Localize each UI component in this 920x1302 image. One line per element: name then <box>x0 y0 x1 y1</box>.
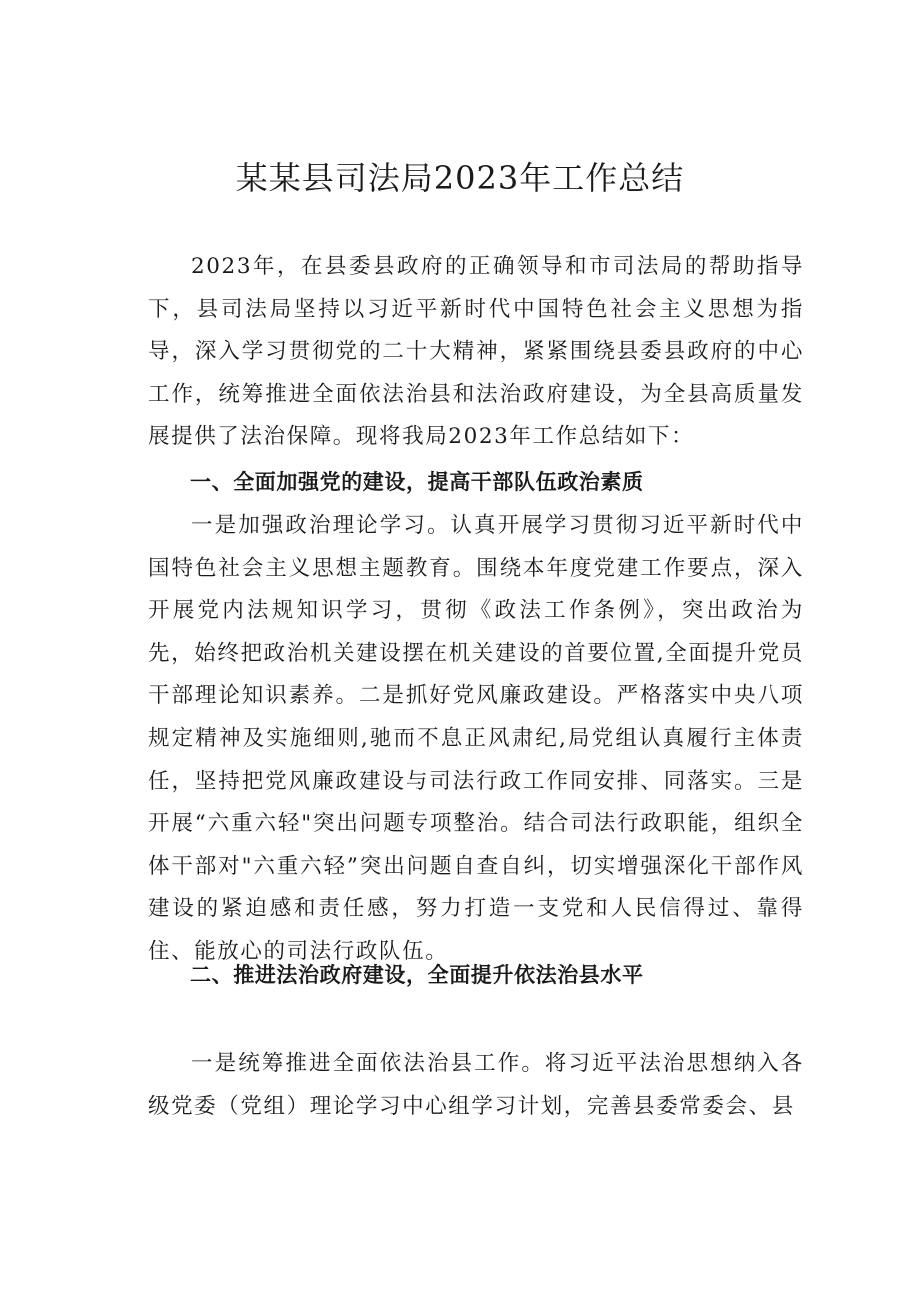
section-heading-2: 二、推进法治政府建设，全面提升依法治县水平 <box>190 963 644 987</box>
section-body-2: 一是统筹推进全面依法治县工作。将习近平法治思想纳入各级党委（党组）理论学习中心组学习计划，完善县委常委会、县 <box>148 1051 804 1119</box>
section-body-1: 一是加强政治理论学习。认真开展学习贯彻习近平新时代中国特色社会主义思想主题教育。围绕本年度党建工作要点，深入开展党内法规知识学习，贯彻《政法工作条例》，突出政治为先，始终把政治机关建设摆在机关建设的首要位置,全面提升党员干部理论知识素养。二是抓好党风廉政建设。严格落实中央八项规定精神及实施细则,驰而不息正风肃纪,局党组认真履行主体责任，坚持把党风廉政建设与司法行政工作同安排、同落实。三是开展“六重六轻"突出问题专项整治。结合司法行政职能，组织全体干部对"六重六轻”突出问题自查自纠，切实增强深化干部作风建设的紧迫感和责任感，努力打造一支党和人民信得过、靠得住、能放心的司法行政队伍。 <box>148 513 804 964</box>
document-title: 某某县司法局2023年工作总结 <box>235 159 685 197</box>
section-heading-1: 一、全面加强党的建设，提高干部队伍政治素质 <box>190 470 644 494</box>
intro-paragraph: 2023年，在县委县政府的正确领导和市司法局的帮助指导下，县司法局坚持以习近平新时代中国特色社会主义思想为指导，深入学习贯彻党的二十大精神，紧紧围绕县委县政府的中心工作，统筹推进全面依法治县和法治政府建设，为全县高质量发展提供了法治保障。现将我局2023年工作总结如下： <box>148 254 804 450</box>
